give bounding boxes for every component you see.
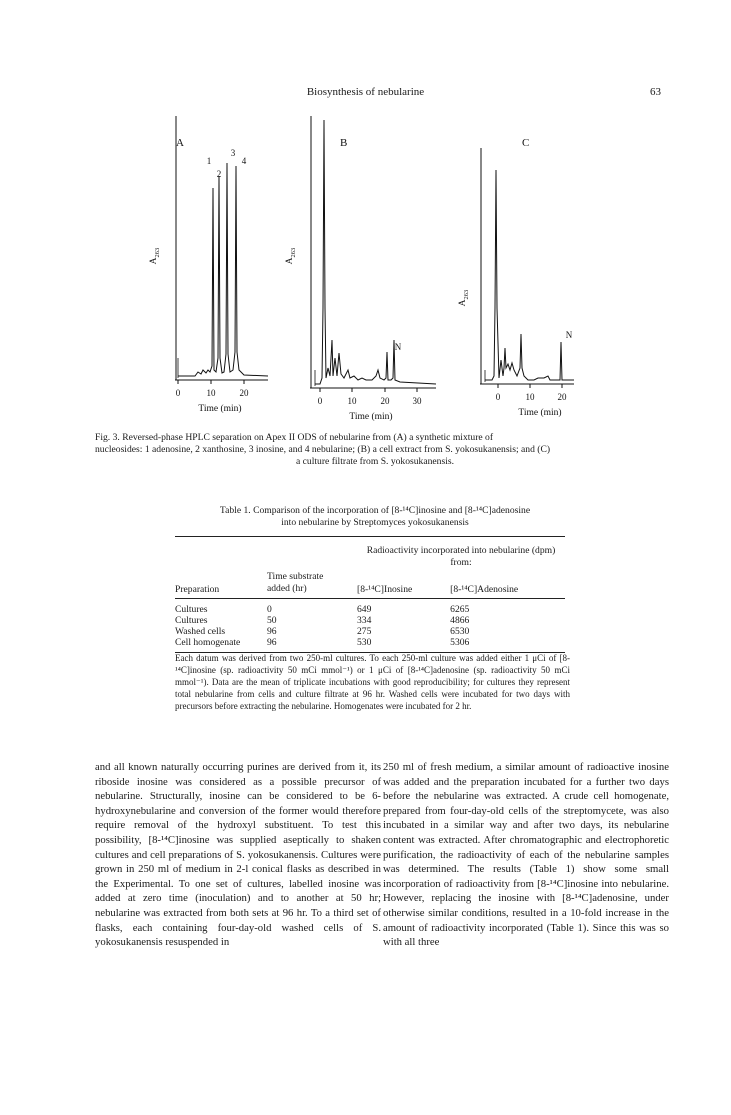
x-tick-c-2: 20 [557, 392, 567, 402]
x-tick-b-1: 10 [347, 396, 357, 406]
peak-label-2: 2 [216, 169, 222, 179]
peak-label-n-c: N [565, 330, 573, 340]
x-axis-label-a: Time (min) [198, 404, 242, 414]
figure-caption-line: nucleosides: 1 adenosine, 2 xanthosine, 3 inosine, and 4 nebularine; (B) a cell extract from S. yokosukanensis; and (C) [95, 444, 551, 455]
cell-adenosine: 6265 [450, 604, 470, 615]
panel-c-label: C [522, 137, 530, 149]
table-footnote: Each datum was derived from two 250-ml cultures. To each 250-ml culture was added either 1 μCi of [8-¹⁴C]inosine (sp. radioactivity 50 mCi mmol⁻¹) or 1 μCi of [8-¹⁴C]adenosine (sp. radioactivity 50 mCi mmol⁻¹). Data are the mean of triplicate incubations with good reproducibility; for cultures they represent total nebularine from cells and culture filtrate at 96 hr. Washed cells were incubated for two days with precursors before extracting the nebularine. Homogenates were incubated for 2 hr. [175, 653, 570, 711]
col-header-inosine: [8-¹⁴C]Inosine [357, 584, 413, 595]
chromatogram-trace-b [315, 120, 436, 384]
x-tick-a-2: 20 [239, 388, 249, 398]
cell-inosine: 530 [357, 637, 372, 648]
cell-time: 96 [267, 626, 277, 637]
page-number: 63 [650, 86, 661, 98]
cell-inosine: 275 [357, 626, 372, 637]
y-axis-label-a [149, 248, 161, 265]
table-row [175, 615, 565, 626]
x-axis-label-b: Time (min) [349, 412, 393, 422]
figure-caption-line: a culture filtrate from S. yokosukanensis. [296, 456, 454, 467]
cell-time: 50 [267, 615, 277, 626]
table-group-header: Radioactivity incorporated into nebularine (dpm) from: [366, 545, 556, 568]
x-tick-c-1: 10 [525, 392, 535, 402]
x-tick-a-0: 0 [175, 388, 181, 398]
peak-label-3: 3 [230, 148, 236, 158]
y-axis-label-b [285, 248, 297, 265]
cell-inosine: 334 [357, 615, 372, 626]
peak-label-4: 4 [241, 156, 247, 166]
x-tick-a-1: 10 [206, 388, 216, 398]
svg-text:A263: $A_{263}$ [458, 289, 470, 307]
table-title-line: Table 1. Comparison of the incorporation of [8-¹⁴C]inosine and [8-¹⁴C]adenosine [219, 505, 531, 516]
x-tick-b-3: 30 [412, 396, 422, 406]
table-title [95, 505, 655, 529]
body-text-left-column: and all known naturally occurring purines are derived from it, its riboside inosine was considered as a possible precursor of nebularine. Structurally, inosine can be considered to be 6-hydroxynebularine and conversion of the former would therefore require removal of the hydroxyl substituent. To test this possibility, [8-¹⁴C]inosine was supplied aseptically to shaken cultures and cell preparations of S. yokosukanensis. Cultures were grown in 250 ml of medium in 2-l conical flasks as described in the Experimental. To one set of cultures, labelled inosine was added at zero time (inoculation) and to another at 50 hr; nebularine was extracted from both sets at 96 hr. To a third set of flasks, each containing four-day-old washed cells of S. yokosukanensis resuspended in [95, 761, 381, 949]
cell-adenosine: 6530 [450, 626, 470, 637]
panel-b-label: B [340, 137, 348, 149]
svg-text:A263: $A_{263}$ [149, 247, 161, 265]
cell-preparation: Cultures [175, 604, 208, 615]
cell-preparation: Washed cells [175, 626, 226, 637]
svg-text:A263: $A_{263}$ [285, 247, 297, 265]
peak-label-n-b: N [394, 342, 402, 352]
data-table [175, 536, 565, 653]
panel-c [458, 137, 574, 418]
x-tick-c-0: 0 [495, 392, 501, 402]
cell-preparation: Cell homogenate [175, 637, 241, 648]
x-tick-b-0: 0 [317, 396, 323, 406]
panel-a-label: A [176, 137, 184, 149]
chromatogram-trace-a [178, 163, 268, 376]
table-row [175, 637, 565, 653]
cell-adenosine: 5306 [450, 637, 470, 648]
cell-time: 96 [267, 637, 277, 648]
cell-inosine: 649 [357, 604, 372, 615]
hplc-figure [140, 108, 590, 428]
panel-b [285, 116, 436, 422]
figure-caption [95, 432, 655, 468]
table-row [175, 604, 565, 615]
y-axis-label-c [458, 290, 470, 307]
chromatogram-trace-c [485, 170, 574, 380]
x-axis-label-c: Time (min) [518, 408, 562, 418]
col-header-preparation: Preparation [175, 584, 220, 595]
table-row [175, 626, 565, 637]
table-title-line: into nebularine by Streptomyces yokosukanensis [281, 517, 469, 528]
col-header-adenosine: [8-¹⁴C]Adenosine [450, 584, 519, 595]
figure-caption-line: Fig. 3. Reversed-phase HPLC separation on Apex II ODS of nebularine from (A) a synthetic mixture of [95, 432, 494, 443]
peak-label-1: 1 [206, 156, 212, 166]
cell-time: 0 [267, 604, 272, 615]
panel-a [149, 116, 268, 414]
cell-preparation: Cultures [175, 615, 208, 626]
x-tick-b-2: 20 [380, 396, 390, 406]
running-head: Biosynthesis of nebularine [306, 86, 425, 98]
body-text-right-column: 250 ml of fresh medium, a similar amount of radioactive inosine was added and the preparation incubated for a further two days before the nebularine was extracted. A crude cell homogenate, prepared from four-day-old cells of the streptomycete, was also incubated in a similar way and after two days, its nebularine content was extracted. After chromatographic and electrophoretic purification, the radioactivity of each of the nebularine samples was determined. The results (Table 1) show some small incorporation of radioactivity from [8-¹⁴C]inosine into nebularine. However, replacing the inosine with [8-¹⁴C]adenosine, under otherwise similar conditions, resulted in a 10-fold increase in the amount of radioactivity incorporated (Table 1). Since this was so with all three [383, 761, 669, 949]
cell-adenosine: 4866 [450, 615, 470, 626]
col-header-time: Time substrate added (hr) [267, 571, 324, 594]
